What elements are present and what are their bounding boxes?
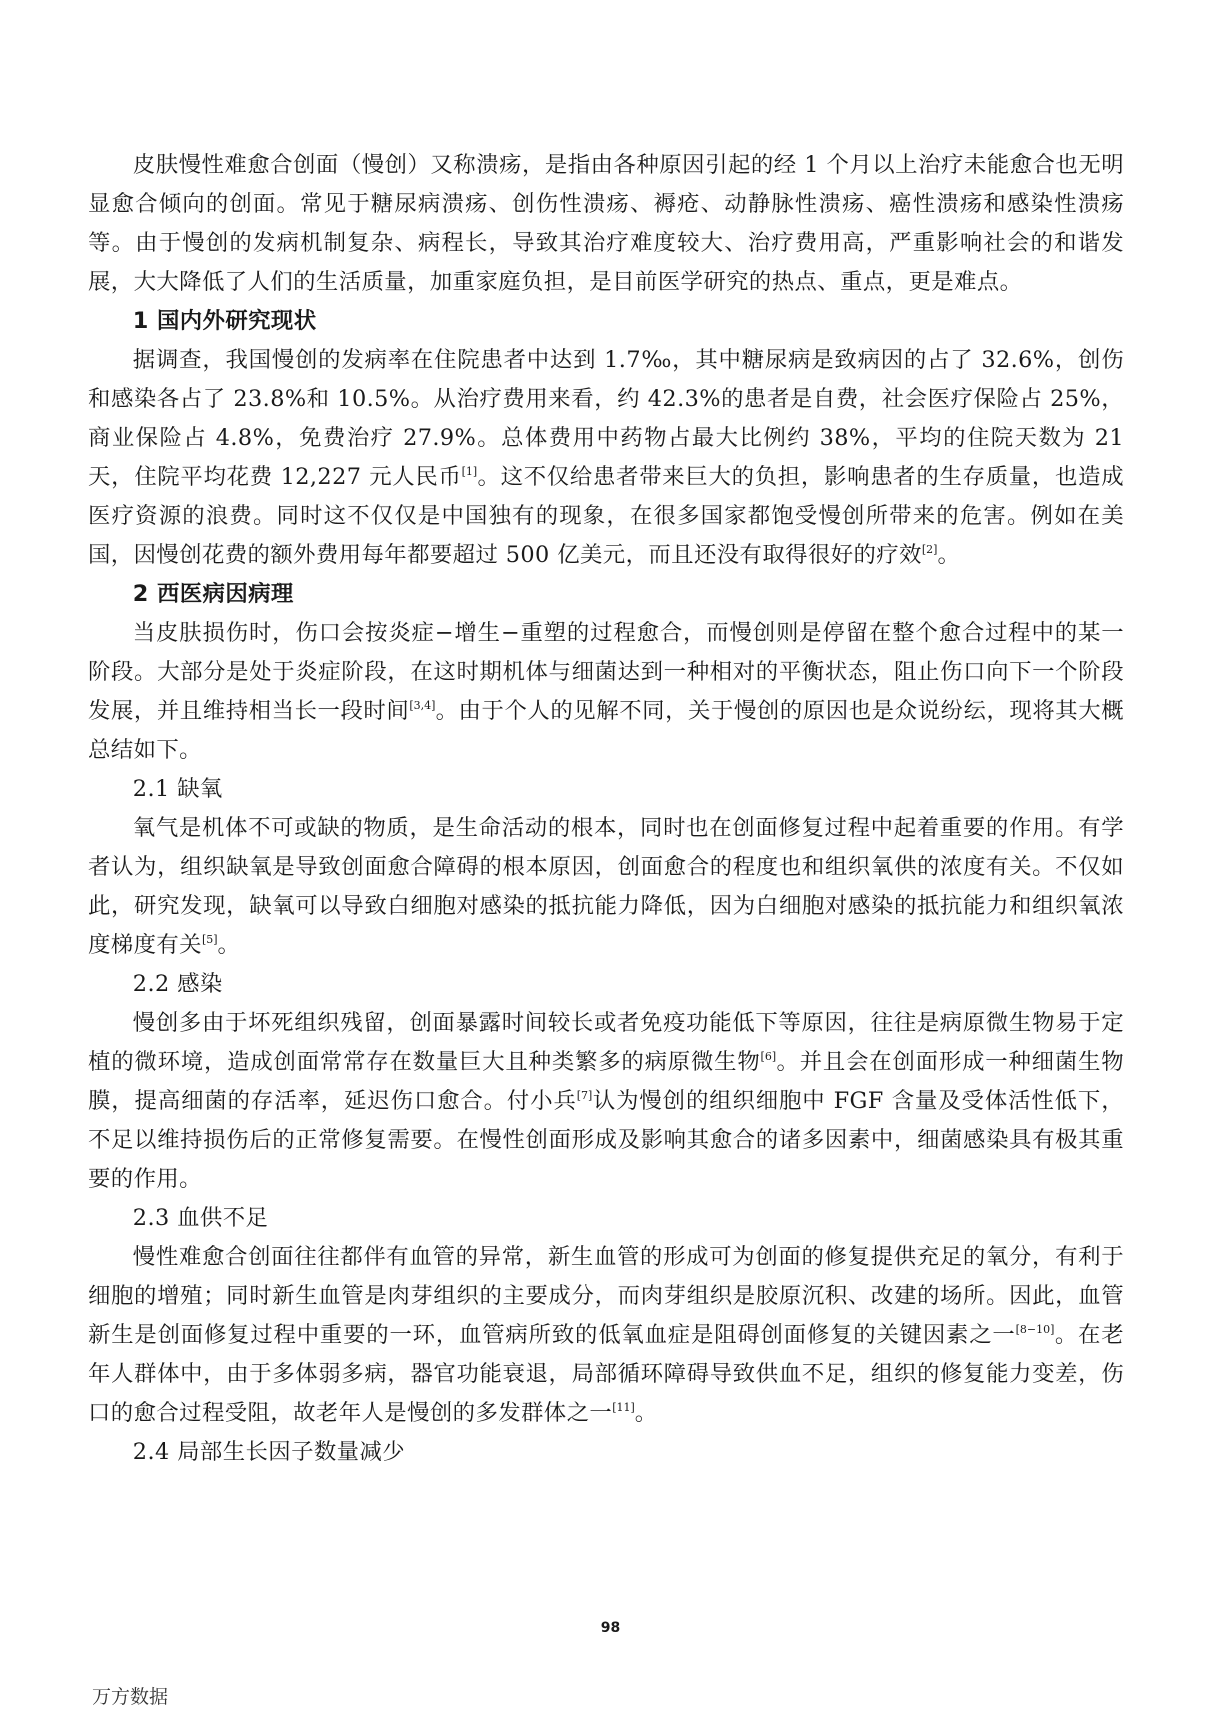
paragraph-section-1: 据调查，我国慢创的发病率在住院患者中达到 1.7‰，其中糖尿病是致病因的占了 32.6%，创伤和感染各占了 23.8%和 10.5%。从治疗费用来看，约 42.3%的患者是自费，社会医疗保险占 25%，商业保险占 4.8%，免费治疗 27.9%。总体费用中药物占最大比例约 38%，平均的住院天数为 21 天，住院平均花费 12,227 元人民币[1]。这不仅给患者带来巨大的负担，影响患者的生存质量，也造成医疗资源的浪费。同时这不仅仅是中国独有的现象，在很多国家都饱受慢创所带来的危害。例如在美国，因慢创花费的额外费用每年都要超过 500 亿美元，而且还没有取得很好的疗效[2]。 xyxy=(88,347,1124,568)
citation-ref: [8−10] xyxy=(1015,1323,1055,1336)
citation-ref: [6] xyxy=(760,1050,777,1063)
footer-watermark: 万方数据 xyxy=(92,1686,169,1708)
paragraph-section-2: 当皮肤损伤时，伤口会按炎症−增生−重塑的过程愈合，而慢创则是停留在整个愈合过程中的某一阶段。大部分是处于炎症阶段，在这时期机体与细菌达到一种相对的平衡状态，阻止伤口向下一个阶段发展，并且维持相当长一段时间[3,4]。由于个人的见解不同，关于慢创的原因也是众说纷纭，现将其大概总结如下。 xyxy=(88,620,1124,763)
citation-ref: [7] xyxy=(576,1089,593,1102)
heading-2-4: 2.4 局部生长因子数量减少 xyxy=(132,1439,406,1465)
citation-ref: [11] xyxy=(612,1401,635,1414)
citation-ref: [2] xyxy=(921,543,938,556)
page-number: 98 xyxy=(600,1620,621,1636)
citation-ref: [5] xyxy=(201,933,218,946)
citation-ref: [3,4] xyxy=(409,699,436,712)
heading-2-1: 2.1 缺氧 xyxy=(132,776,223,802)
paragraph-intro: 皮肤慢性难愈合创面（慢创）又称溃疡，是指由各种原因引起的经 1 个月以上治疗未能愈合也无明显愈合倾向的创面。常见于糖尿病溃疡、创伤性溃疡、褥疮、动静脉性溃疡、癌性溃疡和感染性溃疡等。由于慢创的发病机制复杂、病程长，导致其治疗难度较大、治疗费用高，严重影响社会的和谐发展，大大降低了人们的生活质量，加重家庭负担，是目前医学研究的热点、重点，更是难点。 xyxy=(88,152,1124,295)
heading-2-3: 2.3 血供不足 xyxy=(132,1205,269,1231)
citation-ref: [1] xyxy=(461,465,478,478)
paragraph-section-2-2: 慢创多由于坏死组织残留，创面暴露时间较长或者免疫功能低下等原因，往往是病原微生物易于定植的微环境，造成创面常常存在数量巨大且种类繁多的病原微生物[6]。并且会在创面形成一种细菌生物膜，提高细菌的存活率，延迟伤口愈合。付小兵[7]认为慢创的组织细胞中 FGF 含量及受体活性低下，不足以维持损伤后的正常修复需要。在慢性创面形成及影响其愈合的诸多因素中，细菌感染具有极其重要的作用。 xyxy=(88,1010,1125,1192)
heading-2: 2 西医病因病理 xyxy=(132,581,294,607)
heading-1: 1 国内外研究现状 xyxy=(132,308,317,334)
paragraph-section-2-3: 慢性难愈合创面往往都伴有血管的异常，新生血管的形成可为创面的修复提供充足的氧分，有利于细胞的增殖；同时新生血管是肉芽组织的主要成分，而肉芽组织是胶原沉积、改建的场所。因此，血管新生是创面修复过程中重要的一环，血管病所致的低氧血症是阻碍创面修复的关键因素之一[8−10]。在老年人群体中，由于多体弱多病，器官功能衰退，局部循环障碍导致供血不足，组织的修复能力变差，伤口的愈合过程受阻，故老年人是慢创的多发群体之一[11]。 xyxy=(88,1244,1125,1426)
document-body xyxy=(88,146,1124,1472)
paragraph-section-2-1: 氧气是机体不可或缺的物质，是生命活动的根本，同时也在创面修复过程中起着重要的作用。有学者认为，组织缺氧是导致创面愈合障碍的根本原因，创面愈合的程度也和组织氧供的浓度有关。不仅如此，研究发现，缺氧可以导致白细胞对感染的抵抗能力降低，因为白细胞对感染的抵抗能力和组织氧浓度梯度有关[5]。 xyxy=(88,815,1124,958)
heading-2-2: 2.2 感染 xyxy=(132,971,223,997)
